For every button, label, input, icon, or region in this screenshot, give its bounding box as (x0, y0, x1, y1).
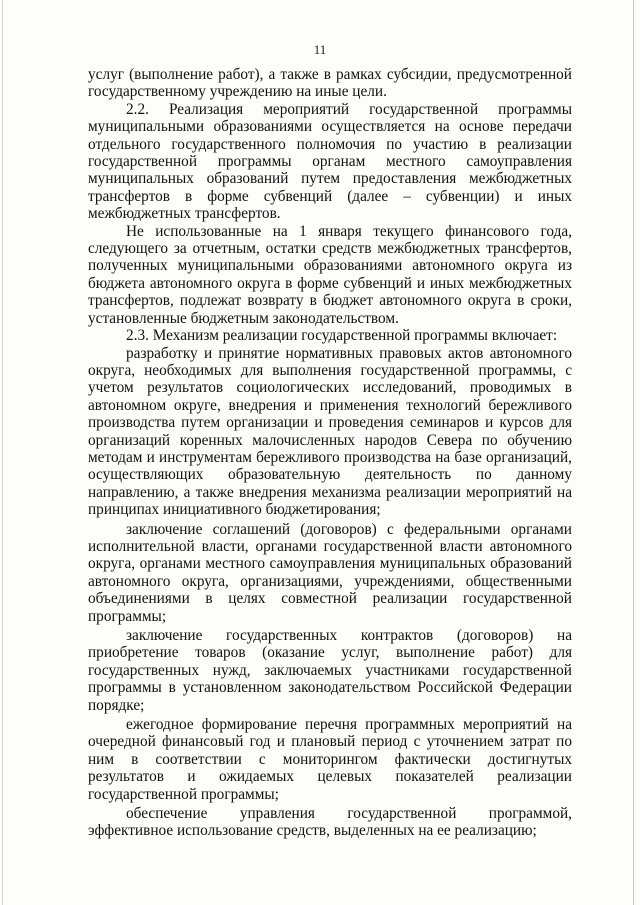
list-item-annual-plan: ежегодное формирование перечня программных мероприятий на очередной финансовый год и плановый период с уточнением затрат по ним в соответствии с мониторингом фактически достигнутых результатов и ожидаемых целевых показателей реализации государственной программы; (88, 716, 572, 803)
list-item-agreements: заключение соглашений (договоров) с федеральными органами исполнительной власти, органами государственной власти автономного округа, органами местного самоуправления муниципальных образований автономного округа, организациями, учреждениями, общественными объединениями в целях совместной реализации государственной программы; (88, 520, 572, 625)
body-text (88, 66, 572, 840)
list-item-contracts: заключение государственных контрактов (договоров) на приобретение товаров (оказание услуг, выполнение работ) для государственных нужд, заключаемых участниками государственной программы в установленном законодательством Российской Федерации порядке; (88, 627, 572, 714)
list-item-management: обеспечение управления государственной программой, эффективное использование средств, выделенных на ее реализацию; (88, 805, 572, 840)
paragraph-2-2: 2.2. Реализация мероприятий государственной программы муниципальными образованиями осуществляется на основе передачи отдельного государственного полномочия по участию в реализации государственной программы органам местного самоуправления муниципальных образований путем предоставления межбюджетных трансфертов в форме субвенций (далее – субвенции) и иных межбюджетных трансфертов. (88, 100, 572, 223)
list-item-legal-acts: разработку и принятие нормативных правовых актов автономного округа, необходимых для выполнения государственной программы, с учетом результатов социологических исследований, проводимых в автономном округе, внедрения и применения технологий бережливого производства путем организации и проведения семинаров и курсов для организаций коренных малочисленных народов Севера по обучению методам и инструментам бережливого производства на базе организаций, осуществляющих образовательную деятельность по данному направлению, а также внедрения механизма реализации мероприятий на принципах инициативного бюджетирования; (88, 344, 572, 519)
paragraph-unused-balances: Не использованные на 1 января текущего финансового года, следующего за отчетным, остатки средств межбюджетных трансфертов, полученных муниципальными образованиями автономного округа из бюджета автономного округа в форме субвенций и иных межбюджетных трансфертов, подлежат возврату в бюджет автономного округа в сроки, установленные бюджетным законодательством. (88, 222, 572, 327)
scan-edge-right (633, 0, 634, 905)
page-number: 11 (313, 42, 327, 57)
paragraph-2-3: 2.3. Механизм реализации государственной программы включает: (126, 327, 558, 345)
paragraph-continuation: услуг (выполнение работ), а также в рамках субсидии, предусмотренной государственному учреждению на иные цели. (88, 66, 572, 101)
scan-edge-left (2, 0, 3, 905)
